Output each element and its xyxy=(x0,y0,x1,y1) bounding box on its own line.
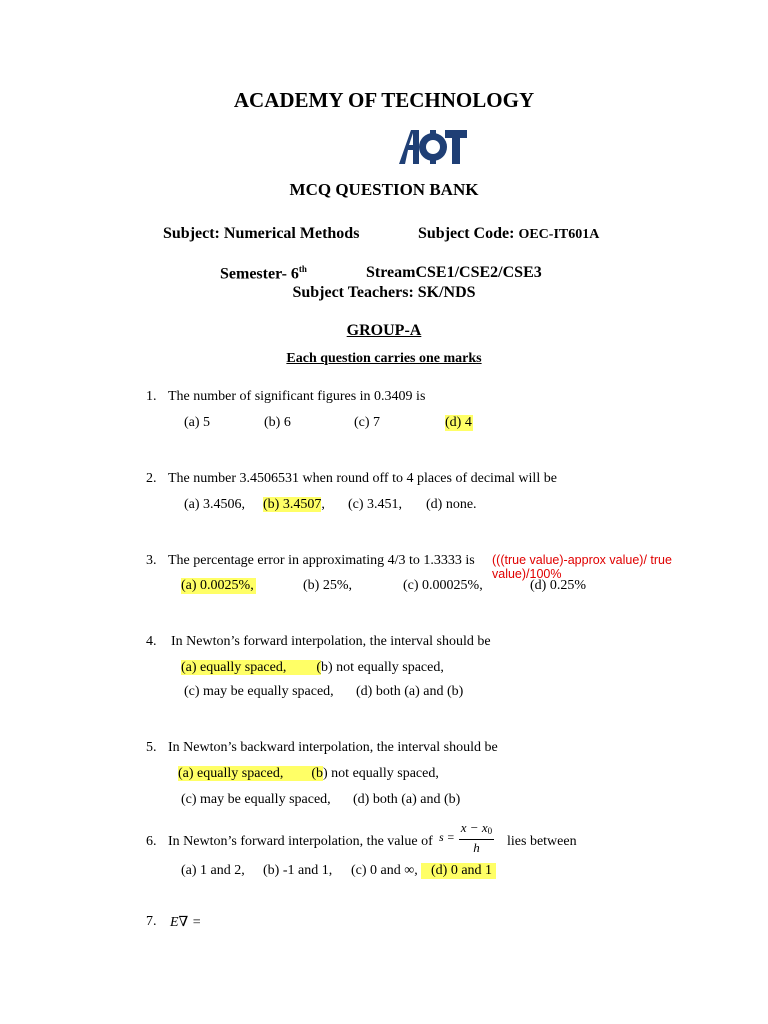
question-1-number: 1. xyxy=(146,389,157,404)
q6-formula-num-sub: 0 xyxy=(487,826,493,836)
aot-logo xyxy=(399,128,467,166)
q1-option-b: (b) 6 xyxy=(264,415,291,430)
question-1-text: The number of significant figures in 0.3409 is xyxy=(168,389,426,404)
question-6-text-after: lies between xyxy=(507,834,577,849)
subject-code-value: OEC-IT601A xyxy=(518,227,600,242)
q1-option-c: (c) 7 xyxy=(354,415,381,430)
subject-line xyxy=(163,225,359,243)
q4-option-d: (d) both (a) and (b) xyxy=(356,684,464,699)
semester-value: 6 xyxy=(290,265,299,283)
q1-option-a: (a) 5 xyxy=(184,415,211,430)
subject-teachers: Subject Teachers: SK/NDS xyxy=(292,284,476,301)
question-4-number: 4. xyxy=(146,634,157,649)
q2-option-a: (a) 3.4506, xyxy=(184,497,246,512)
question-6-text: In Newton’s forward interpolation, the value of xyxy=(168,834,433,849)
q5-option-b-paren-highlighted: (b xyxy=(311,766,324,781)
q2-option-b-highlighted: (b) 3.4507 xyxy=(263,497,322,512)
doc-title: MCQ QUESTION BANK xyxy=(289,180,479,199)
subject-value: Numerical Methods xyxy=(223,225,360,242)
q5-option-ab-line xyxy=(178,766,439,782)
institution-title: ACADEMY OF TECHNOLOGY xyxy=(233,88,535,112)
question-6-number: 6. xyxy=(146,834,157,849)
q1-option-d-highlighted: (d) 4 xyxy=(445,415,472,430)
question-5-number: 5. xyxy=(146,740,157,755)
q3-option-c: (c) 0.00025%, xyxy=(403,578,483,593)
semester-line xyxy=(220,264,307,283)
q6-formula-lhs: s = xyxy=(439,830,455,844)
question-2-text: The number 3.4506531 when round off to 4 places of decimal will be xyxy=(168,471,557,486)
subject-label: Subject: xyxy=(163,225,220,242)
group-subtitle: Each question carries one marks xyxy=(286,351,482,366)
q6-option-a: (a) 1 and 2, xyxy=(181,863,245,878)
q6-option-d-highlighted: (d) 0 and 1 xyxy=(421,863,496,879)
q3-option-d: (d) 0.25% xyxy=(530,578,586,593)
group-title: GROUP-A xyxy=(346,322,422,339)
question-2-number: 2. xyxy=(146,471,157,486)
aot-logo-graphic xyxy=(399,128,467,166)
q2-option-d: (d) none. xyxy=(426,497,477,512)
q2-option-b-comma: , xyxy=(321,497,325,512)
q6-option-b: (b) -1 and 1, xyxy=(263,863,333,878)
question-4-text: In Newton’s forward interpolation, the interval should be xyxy=(171,634,491,649)
q6-formula-numerator xyxy=(459,820,494,840)
q2-option-c: (c) 3.451, xyxy=(348,497,403,512)
q4-option-c: (c) may be equally spaced, xyxy=(184,684,334,699)
q5-option-b: ) not equally spaced, xyxy=(323,766,439,781)
question-7-text: E∇ = xyxy=(170,915,202,930)
q4-option-ab-line xyxy=(181,660,444,676)
q6-option-c: (c) 0 and ∞, xyxy=(351,863,418,878)
question-5-text: In Newton’s backward interpolation, the interval should be xyxy=(168,740,498,755)
semester-label: Semester- xyxy=(220,265,287,283)
q4-option-a-highlighted: (a) equally spaced, xyxy=(181,660,316,675)
question-3-text: The percentage error in approximating 4/3 to 1.3333 is xyxy=(168,553,475,568)
q5-option-a-highlighted: (a) equally spaced, xyxy=(178,766,311,781)
subject-code-line xyxy=(418,225,599,243)
stream: StreamCSE1/CSE2/CSE3 xyxy=(366,264,542,281)
q4-option-b: b) not equally spaced, xyxy=(321,660,444,675)
question-7-number: 7. xyxy=(146,914,157,929)
subject-code-label: Subject Code: xyxy=(418,225,515,242)
q3-option-b: (b) 25%, xyxy=(303,578,352,593)
question-3-number: 3. xyxy=(146,553,157,568)
q5-option-c: (c) may be equally spaced, xyxy=(181,792,331,807)
q6-formula-denominator: h xyxy=(473,840,480,855)
q3-annotation-note: (((true value)-approx value)/ true value)/100% xyxy=(492,553,672,581)
q6-formula-num-text: x − x xyxy=(460,820,488,835)
q6-formula-fraction xyxy=(459,820,494,855)
q3-option-a-highlighted: (a) 0.0025%, xyxy=(181,578,254,593)
semester-sup: th xyxy=(298,264,307,274)
q4-option-b-paren-highlighted: ( xyxy=(316,660,322,675)
q2-option-b-wrap xyxy=(263,497,325,513)
q5-option-d: (d) both (a) and (b) xyxy=(353,792,461,807)
q6-formula xyxy=(439,820,494,855)
